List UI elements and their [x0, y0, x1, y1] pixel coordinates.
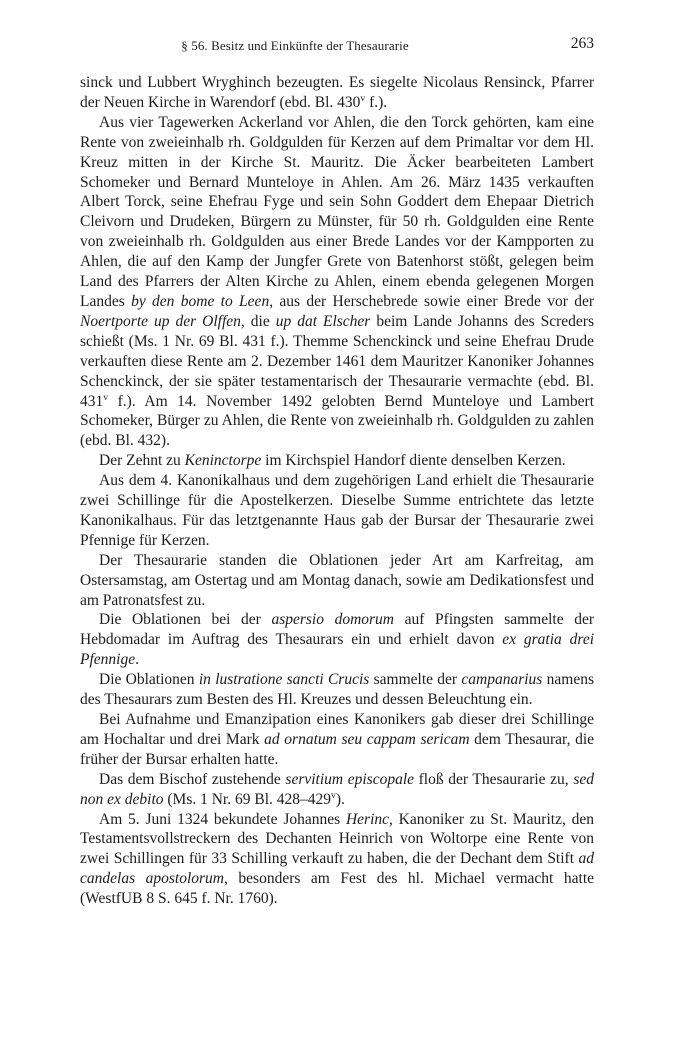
italic-term: servitium episcopale [285, 770, 415, 788]
paragraph [80, 810, 594, 910]
page-number: 263 [570, 35, 594, 52]
text-run: sammelte der [369, 671, 462, 689]
text-run: dem Thesaurar, die früher der Bursar erhalten hatte. [80, 730, 595, 768]
text-run: , besonders am Fest des hl. Michael vermacht hatte (WestfUB 8 S. 645 f. Nr. 1760). [80, 870, 595, 908]
text-run: ). [335, 790, 345, 808]
paragraph [80, 451, 594, 471]
text-run: Die Oblationen bei der [99, 611, 272, 629]
paragraph [80, 670, 594, 710]
paragraph [80, 770, 594, 810]
text-run: f.). [365, 93, 388, 111]
text-run: , die [240, 312, 276, 330]
text-run: Aus dem 4. Kanonikalhaus und dem zugehörigen Land erhielt die Thesaurarie zwei Schillinge für die Apostelkerzen. Dieselbe Summe entrichtete das letzte Kanonikalhaus. Für das letztgenannte Haus gab der Bursar der Thesaurarie zwei Pfennige für Kerzen. [80, 472, 594, 549]
text-run: Bei Aufnahme und Emanzipation eines Kanonikers gab dieser drei Schillinge am Hochaltar und drei Mark [80, 711, 594, 748]
running-head: § 56. Besitz und Einkünfte der Thesaurarie [181, 38, 409, 53]
italic-term: campanarius [461, 671, 543, 689]
text-run: sinck und Lubbert Wryghinch bezeugten. Es siegelte Nicolaus Rensinck, Pfarrer der Neuen Kirche in Warendorf (ebd. Bl. 430 [80, 74, 594, 111]
italic-term: by den bome to Leen [131, 292, 270, 310]
paragraph [80, 710, 594, 770]
paragraph [80, 551, 594, 611]
text-run: auf Pfingsten sammelte der Hebdomadar im Auftrag des Thesaurars ein und erhielt davon [80, 611, 595, 649]
text-run: im Kirchspiel Handorf diente denselben Kerzen. [261, 452, 566, 470]
text-run: , Kanoniker zu St. Mauritz, den Testamentsvollstreckern des Dechanten Heinrich von Woltorpe eine Rente von zwei Schillingen für 33 Schilling verkauft zu haben, die der Dechant dem Stift [80, 810, 594, 868]
text-run: , aus der Herschebrede sowie einer Brede vor der [269, 292, 594, 310]
italic-term: in lustratione sancti Crucis [198, 671, 370, 689]
italic-term: Keninctorpe [184, 452, 262, 470]
text-run: f.). Am 14. November 1492 gelobten Bernd Munteloye und Lambert Schomeker, Bürger zu Ahlen, die Rente von zweieinhalb rh. Goldgulden zu zahlen (ebd. Bl. 432). [80, 392, 594, 450]
text-run: Der Thesaurarie standen die Oblationen jeder Art am Karfreitag, am Ostersamstag, am Ostertag und am Montag danach, sowie am Dedikationsfest und am Patronatsfest zu. [80, 551, 594, 609]
paragraph [80, 610, 594, 670]
text-run: Am 5. Juni 1324 bekundete Johannes [99, 810, 346, 828]
paragraph [80, 113, 594, 451]
text-run: Der Zehnt zu [99, 452, 185, 470]
italic-term: ad candelas apostolorum [80, 850, 594, 888]
body-text [80, 73, 594, 909]
folio-verso-superscript: v [360, 92, 366, 104]
text-run: . [135, 651, 139, 669]
text-run: namens des Thesaurars zum Besten des Hl. Kreuzes und dessen Beleuchtung ein. [80, 671, 594, 709]
text-run: (Ms. 1 Nr. 69 Bl. 428–429 [163, 790, 332, 808]
italic-term: aspersio domorum [271, 611, 395, 629]
italic-term: sed non ex debito [80, 770, 594, 808]
text-run: Aus vier Tagewerken Ackerland vor Ahlen, die den Torck gehörten, kam eine Rente von zweieinhalb rh. Goldgulden für Kerzen auf dem Primaltar vor dem Hl. Kreuz mitten in der Kirche St. Mauritz. Die Äcker bearbeiteten Lambert Schomeker und Bernard Munteloye in Ahlen. Am 26. März 1435 verkauften Albert Torck, seine Ehefrau Fyge und sein Sohn Goddert dem Ehepaar Dietrich Cleivorn und Drudeken, Bürgern zu Münster, für 50 rh. Goldgulden eine Rente von zweieinhalb rh. Goldgulden aus einer Brede Landes vor der Kampporten zu Ahlen, die auf den Kamp der Jungfer Grete von Batenhorst stößt, gelegen beim Land des Pfarrers der Alten Kirche zu Ahlen, einem ebenda gelegenen Morgen Landes [80, 113, 594, 310]
text-run: Die Oblationen [99, 671, 199, 689]
folio-verso-superscript: v [331, 789, 336, 801]
text-run: floß der Thesaurarie zu, [414, 770, 574, 788]
text-run: Das dem Bischof zustehende [99, 770, 286, 788]
paragraph [80, 471, 594, 551]
italic-term: ad ornatum seu cappam sericam [264, 730, 470, 748]
folio-verso-superscript: v [103, 391, 109, 403]
italic-term: up dat Elscher [275, 312, 371, 330]
italic-term: ex gratia drei Pfennige [80, 631, 595, 669]
italic-term: Noertporte up der Olffen [80, 312, 241, 330]
text-run: beim Lande Johanns des Screders schießt (Ms. 1 Nr. 69 Bl. 431 f.). Themme Schenckinck und seine Ehefrau Drude verkauften diese Rente am 2. Dezember 1461 dem Mauritzer Kanoniker Johannes Schenckinck, der sie später testamentarisch der Thesaurarie vermachte (ebd. Bl. 431 [80, 312, 594, 410]
paragraph [80, 73, 594, 113]
italic-term: Herinc [345, 810, 390, 828]
